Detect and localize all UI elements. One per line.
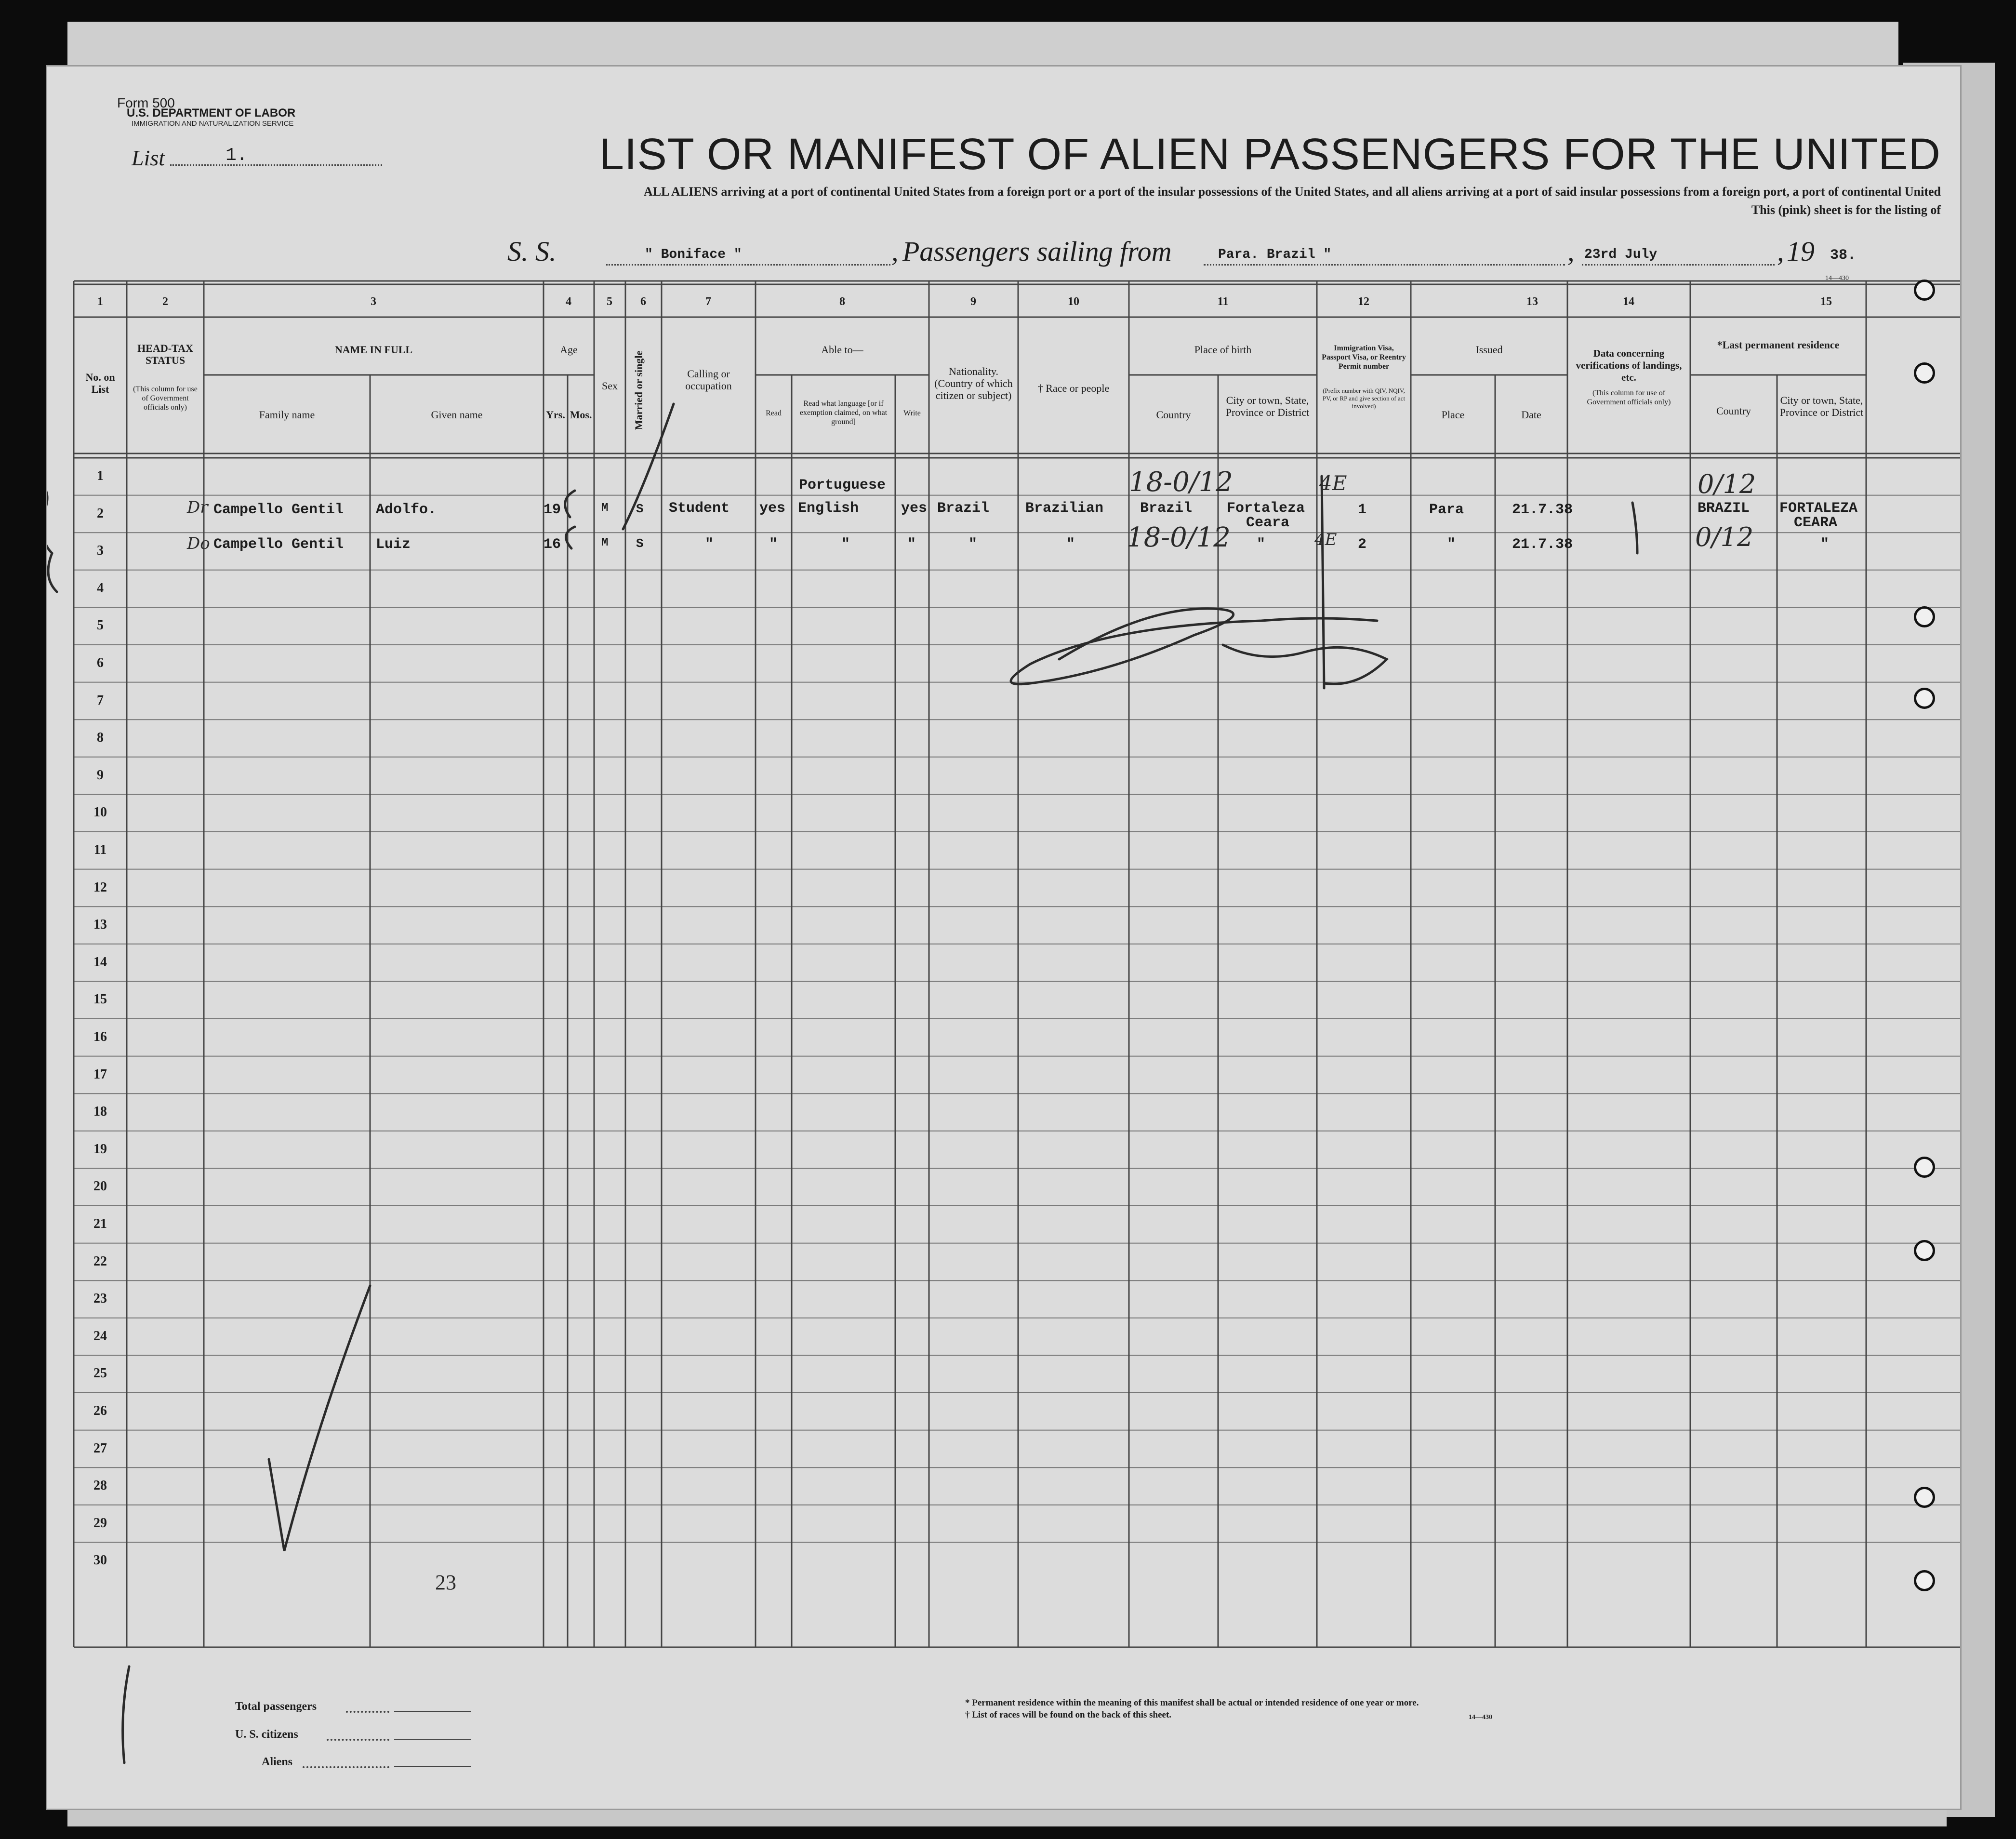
row1-write: yes	[901, 500, 928, 517]
handwritten-prefix-row1: Dr	[187, 498, 208, 517]
header-place-of-birth: Place of birth	[1194, 344, 1252, 356]
column-number-13: 13	[1526, 295, 1538, 308]
footnote-races: † List of races will be found on the back of this sheet.	[965, 1710, 1172, 1720]
header-issued-place: Place	[1441, 409, 1465, 421]
header-age: Age	[560, 344, 578, 356]
header-family-name: Family name	[259, 409, 315, 421]
row-number: 13	[93, 917, 107, 933]
row2-birth-city: "	[1257, 536, 1266, 553]
header-issued: Issued	[1475, 344, 1503, 356]
row-number: 21	[93, 1216, 107, 1231]
row2-occupation: "	[705, 536, 714, 553]
us-citizens-dots	[327, 1739, 389, 1741]
binder-hole-5	[1914, 1157, 1935, 1178]
us-citizens-line	[394, 1739, 471, 1740]
manifest-sheet	[46, 65, 1962, 1810]
row-number: 11	[93, 842, 107, 857]
row-number: 19	[93, 1141, 107, 1157]
binder-hole-1	[1914, 280, 1935, 301]
row1-nationality: Brazil	[937, 500, 990, 517]
row1-res-city-2: CEARA	[1794, 515, 1838, 531]
header-mos: Mos.	[570, 409, 592, 421]
comma-2: ,	[1567, 236, 1575, 267]
header-given-name: Given name	[431, 409, 483, 421]
header-nationality: Nationality. (Country of which citizen or subject)	[934, 365, 1013, 401]
age-bracket-row2	[566, 527, 575, 548]
header-read-language: Read what language [or if exemption claimed, on what ground]	[799, 400, 888, 426]
column-number-12: 12	[1358, 295, 1369, 308]
row2-given-name: Luiz	[376, 536, 411, 553]
row1-read: yes	[759, 500, 786, 517]
header-issued-date: Date	[1521, 409, 1541, 421]
row-number: 10	[93, 805, 107, 820]
column-number-6: 6	[640, 295, 646, 308]
header-data-concerning: Data concerning verifications of landings, etc.	[1576, 347, 1682, 383]
row1-married: S	[636, 502, 644, 516]
department-name: U.S. DEPARTMENT OF LABOR	[127, 107, 296, 120]
row2-visa-number: 2	[1358, 536, 1367, 553]
list-label: List	[132, 146, 165, 170]
row-number: 16	[93, 1029, 107, 1044]
footnote-permanent-residence: * Permanent residence within the meaning of this manifest shall be actual or intended residence of one year or more.	[965, 1698, 1419, 1708]
header-write: Write	[903, 409, 921, 417]
column-number-14: 14	[1623, 295, 1634, 308]
landing-mark	[1632, 503, 1637, 553]
row-number: 3	[97, 543, 104, 559]
age-bracket-row1	[565, 491, 575, 517]
column-number-15: 15	[1820, 295, 1832, 308]
row-number: 2	[97, 506, 104, 521]
header-married: Married or single	[633, 350, 645, 430]
aliens-label: Aliens	[262, 1756, 293, 1768]
handwritten-annotation-row1: 18-0/12	[1129, 466, 1233, 498]
header-data-note: (This column for use of Government officials only)	[1587, 389, 1671, 406]
row-number: 12	[93, 880, 107, 895]
ship-name: " Boniface "	[645, 247, 742, 262]
handwritten-prefix-row2: Do	[187, 534, 210, 553]
ss-label: S. S.	[507, 236, 557, 267]
form-number: Form 500	[117, 95, 175, 110]
row-number: 5	[97, 618, 104, 633]
column-number-10: 10	[1068, 295, 1079, 308]
row2-nationality: "	[968, 536, 978, 553]
handwritten-visa-row2: 4E	[1314, 530, 1337, 549]
total-passengers-label: Total passengers	[235, 1700, 317, 1713]
row1-occupation: Student	[669, 500, 730, 517]
signature-scribble-2	[1223, 645, 1387, 684]
binder-hole-2	[1914, 362, 1935, 384]
comma-3: ,	[1777, 236, 1784, 267]
column-number-1: 1	[97, 295, 103, 308]
row-number: 24	[93, 1328, 107, 1344]
header-yrs: Yrs.	[546, 409, 565, 421]
handwritten-res-row1: 0/12	[1698, 469, 1756, 499]
row2-write: "	[907, 536, 916, 553]
row-number: 29	[93, 1515, 107, 1531]
column-number-3: 3	[371, 295, 376, 308]
row1-res-country: BRAZIL	[1698, 500, 1750, 517]
header-able-to: Able to—	[821, 344, 863, 356]
year-prefix: 19	[1787, 236, 1815, 267]
row-number: 23	[93, 1291, 107, 1306]
aliens-line	[394, 1766, 471, 1767]
column-number-8: 8	[839, 295, 845, 308]
binder-hole-3	[1914, 606, 1935, 627]
total-passengers-line	[394, 1711, 471, 1712]
handwritten-annotation-row2: 18-0/12	[1127, 522, 1231, 553]
row2-sex: M	[601, 536, 609, 549]
footer-form-code: 14—430	[1469, 1714, 1492, 1721]
binder-hole-6	[1914, 1240, 1935, 1261]
header-res-country: Country	[1716, 405, 1751, 417]
row1-issued-place: Para	[1429, 502, 1464, 518]
header-visa-note: (Prefix number with QIV, NQIV, PV, or RP and give section of act involved)	[1322, 387, 1406, 410]
subtitle-line-2: This (pink) sheet is for the listing of	[1751, 203, 1941, 217]
list-number: 1.	[225, 145, 248, 166]
row-number: 25	[93, 1366, 107, 1381]
slash-married-column	[623, 404, 674, 529]
row-number: 4	[97, 580, 104, 596]
subtitle-line-1: ALL ALIENS arriving at a port of continental United States from a foreign port or a port of the insular possessions of the United States, and all aliens arriving at a port of said insular possessions from a foreign port, a port of continental United	[643, 185, 1941, 199]
handwritten-visa-row1: 4E	[1319, 471, 1347, 495]
row-number: 1	[97, 468, 104, 483]
header-birth-country: Country	[1156, 409, 1191, 421]
row2-race: "	[1066, 536, 1075, 553]
row1-issued-date: 21.7.38	[1512, 502, 1573, 518]
row1-yrs: 19	[544, 502, 561, 518]
row1-language-1: Portuguese	[799, 477, 886, 493]
header-visa: Immigration Visa, Passport Visa, or Reentry Permit number	[1322, 344, 1406, 371]
row-number: 17	[93, 1066, 107, 1082]
row-number: 22	[93, 1253, 107, 1269]
row-number: 8	[97, 730, 104, 746]
checkmark-drawing	[269, 1286, 370, 1551]
row-number: 20	[93, 1179, 107, 1194]
row-number: 9	[97, 767, 104, 783]
header-birth-city: City or town, State, Province or District	[1225, 394, 1310, 418]
binder-hole-4	[1914, 688, 1935, 709]
column-number-4: 4	[566, 295, 571, 308]
service-name: IMMIGRATION AND NATURALIZATION SERVICE	[132, 120, 294, 128]
sailing-date: 23rd July	[1584, 247, 1658, 262]
left-margin-scribble	[47, 481, 57, 592]
column-number-7: 7	[705, 295, 711, 308]
year-suffix: 38.	[1830, 247, 1857, 264]
comma-1: ,	[891, 236, 899, 267]
row1-res-city-1: FORTALEZA	[1779, 500, 1858, 517]
row2-res-city: "	[1820, 536, 1830, 553]
row2-yrs: 16	[544, 536, 561, 553]
row-number: 7	[97, 693, 104, 708]
row1-birth-country: Brazil	[1140, 500, 1193, 517]
handwritten-res-row2: 0/12	[1695, 522, 1754, 552]
row-number: 14	[93, 954, 107, 970]
binder-hole-8	[1914, 1570, 1935, 1591]
header-last-residence: *Last permanent residence	[1717, 339, 1840, 351]
visa-vertical-mark	[1322, 476, 1324, 688]
header-sex: Sex	[602, 380, 618, 392]
binder-hole-7	[1914, 1487, 1935, 1508]
tally-bottom-left	[123, 1666, 129, 1763]
row2-read: "	[769, 536, 778, 553]
header-res-city: City or town, State, Province or District	[1779, 394, 1864, 418]
row-number: 18	[93, 1104, 107, 1119]
row-number: 26	[93, 1403, 107, 1418]
column-number-9: 9	[970, 295, 976, 308]
header-no-on-list: No. on List	[85, 371, 115, 395]
us-citizens-label: U. S. citizens	[235, 1728, 298, 1741]
sailing-label: Passengers sailing from	[902, 236, 1172, 267]
handwritten-marks	[47, 67, 1960, 1809]
row1-family-name: Campello Gentil	[213, 502, 344, 518]
row1-race: Brazilian	[1025, 500, 1104, 517]
page-title: LIST OR MANIFEST OF ALIEN PASSENGERS FOR THE UNITED	[599, 130, 1941, 179]
row1-sex: M	[601, 502, 609, 515]
row1-given-name: Adolfo.	[376, 502, 437, 518]
sailing-port: Para. Brazil "	[1218, 247, 1332, 262]
row2-issued-date: 21.7.38	[1512, 536, 1573, 553]
row2-issued-place: "	[1447, 536, 1456, 553]
column-number-11: 11	[1217, 295, 1229, 308]
row2-language: "	[841, 536, 850, 553]
row-number: 27	[93, 1440, 107, 1456]
row1-language-2: English	[798, 500, 859, 517]
total-passengers-dots	[346, 1711, 389, 1713]
column-number-2: 2	[162, 295, 168, 308]
header-name-in-full: NAME IN FULL	[334, 344, 413, 356]
row2-married: S	[636, 536, 644, 551]
header-calling: Calling or occupation	[685, 368, 732, 392]
row1-birth-city-1: Fortaleza	[1227, 500, 1305, 517]
header-read: Read	[766, 409, 782, 417]
column-number-5: 5	[607, 295, 612, 308]
row1-visa-number: 1	[1358, 502, 1367, 518]
header-race: † Race or people	[1037, 382, 1110, 394]
form-code-top: 14—430	[1825, 275, 1849, 282]
row-number: 30	[93, 1553, 107, 1568]
row1-birth-city-2: Ceara	[1246, 515, 1290, 531]
handwritten-bottom-number: 23	[435, 1571, 456, 1594]
header-head-tax: HEAD-TAX STATUS	[137, 342, 193, 366]
row-number: 6	[97, 655, 104, 670]
row-number: 15	[93, 992, 107, 1007]
aliens-dots	[303, 1766, 389, 1768]
row-number: 28	[93, 1478, 107, 1493]
header-head-tax-note: (This column for use of Government officials only)	[133, 385, 198, 412]
row2-family-name: Campello Gentil	[213, 536, 344, 553]
